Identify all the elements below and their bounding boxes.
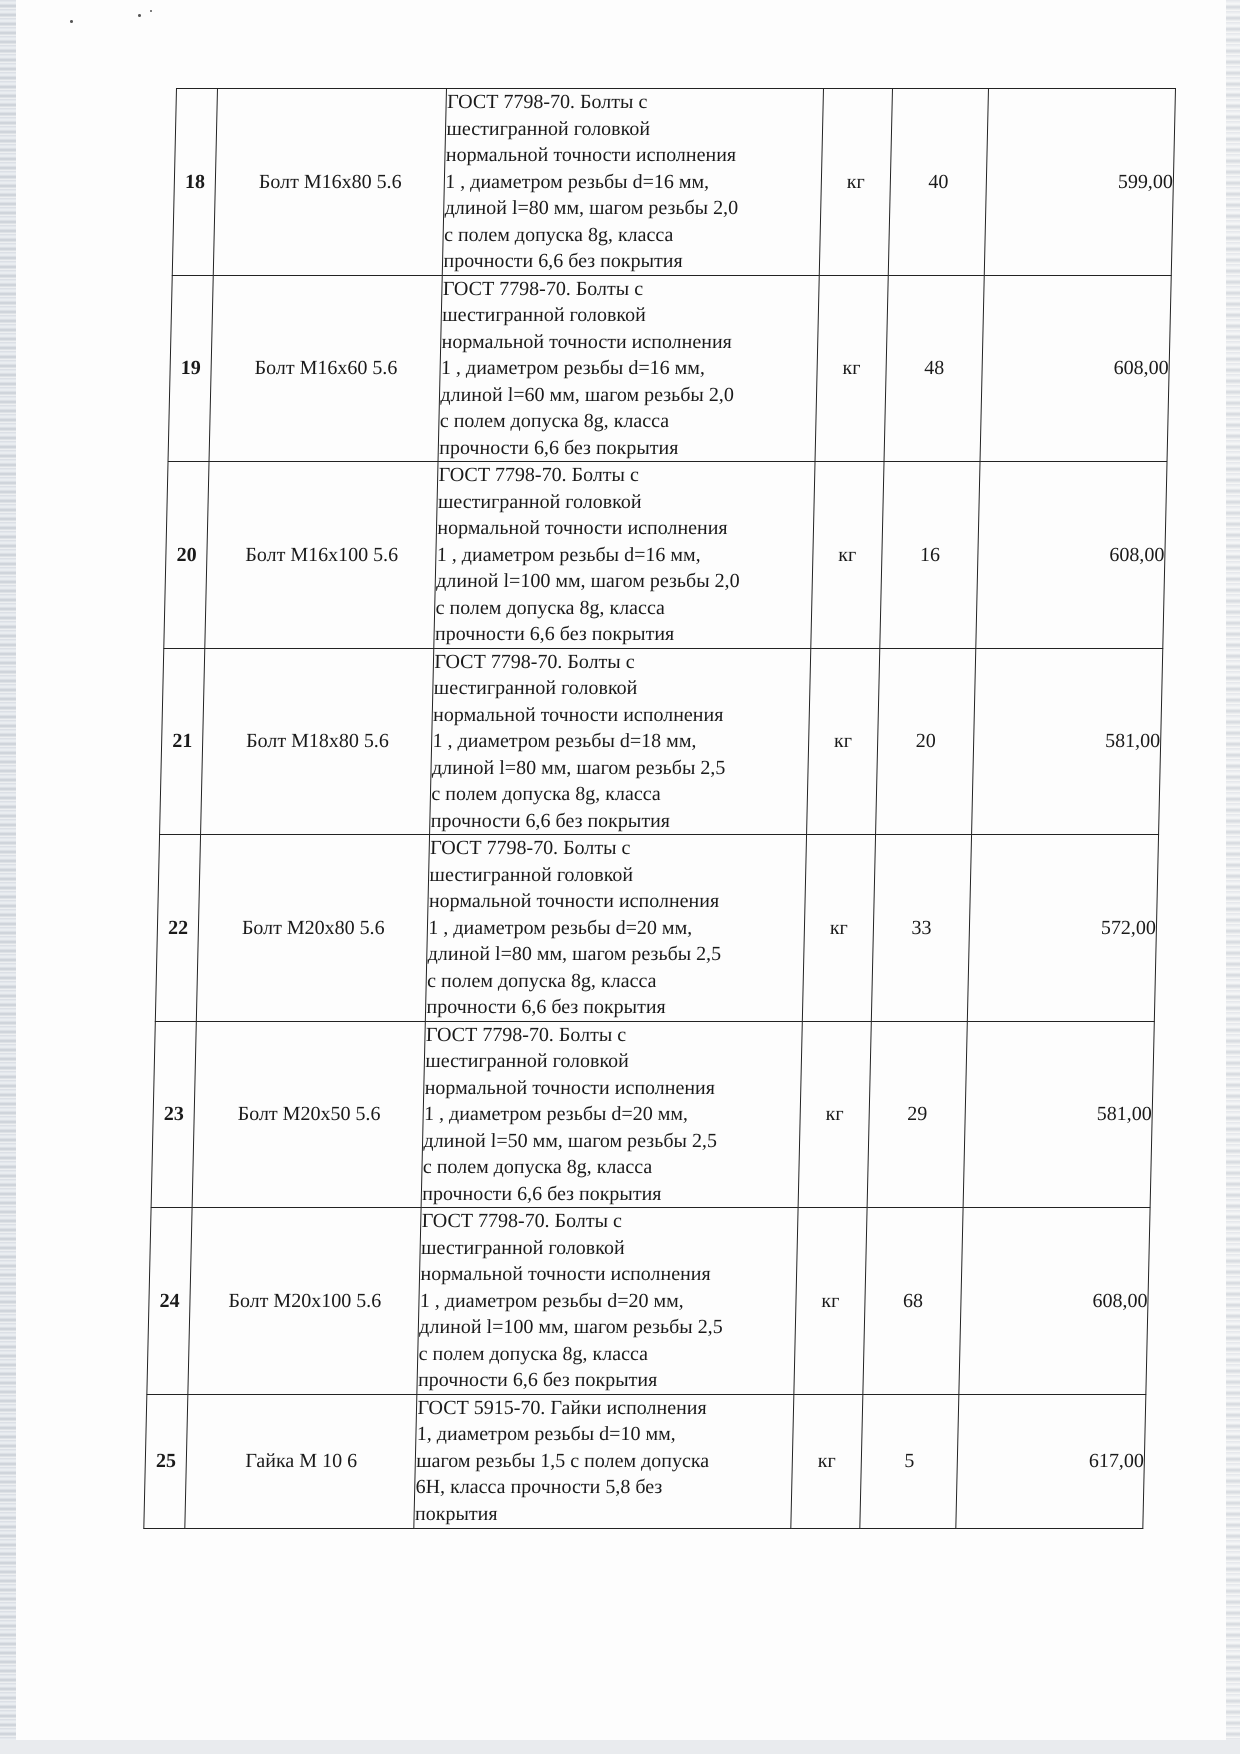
item-unit: кг xyxy=(798,1021,871,1208)
table-row xyxy=(147,1208,1150,1395)
item-quantity: 5 xyxy=(860,1394,960,1528)
table-row xyxy=(155,835,1158,1022)
row-number: 21 xyxy=(160,648,206,835)
item-quantity: 68 xyxy=(863,1208,964,1395)
item-description-text: ГОСТ 7798-70. Болты с шестигранной головкой нормальной точности исполнения 1 , диаметром резьбы d=20 мм, длиной l=100 мм, шагом резьбы 2,5 с полем допуска 8g, класса прочности 6,6 без покрытия xyxy=(417,1210,723,1391)
scan-edge-left xyxy=(0,0,16,1754)
scan-edge-right xyxy=(1226,0,1240,1754)
item-description xyxy=(414,1394,794,1528)
table-row xyxy=(160,648,1163,835)
scan-edge-bottom xyxy=(0,1740,1240,1754)
row-number: 20 xyxy=(164,462,210,649)
row-number: 23 xyxy=(151,1021,197,1208)
table-row xyxy=(172,89,1175,276)
scan-dust xyxy=(150,10,152,12)
item-quantity: 16 xyxy=(880,462,981,649)
item-price: 608,00 xyxy=(980,275,1171,462)
item-price: 608,00 xyxy=(959,1208,1150,1395)
item-unit: кг xyxy=(791,1394,863,1528)
item-description-text: ГОСТ 7798-70. Болты с шестигранной головкой нормальной точности исполнения 1 , диаметром резьбы d=20 мм, длиной l=80 мм, шагом резьбы 2,5 с полем допуска 8g, класса прочности 6,6 без покрытия xyxy=(426,837,722,1018)
item-description-text: ГОСТ 7798-70. Болты с шестигранной головкой нормальной точности исполнения 1 , диаметром резьбы d=16 мм, длиной l=80 мм, шагом резьбы 2,0 с полем допуска 8g, класса прочности 6,6 без покрытия xyxy=(443,91,739,272)
scan-dust xyxy=(70,20,73,23)
row-number: 24 xyxy=(147,1208,193,1395)
item-price: 581,00 xyxy=(963,1021,1154,1208)
item-unit: кг xyxy=(815,275,888,462)
item-description-text: ГОСТ 5915-70. Гайки исполнения 1, диаметром резьбы d=10 мм, шагом резьбы 1,5 с полем допуска 6Н, класса прочности 5,8 без покрытия xyxy=(414,1396,710,1525)
item-price: 572,00 xyxy=(968,835,1159,1022)
item-name: Болт М20х80 5.6 xyxy=(197,835,430,1022)
item-description xyxy=(434,462,815,649)
item-unit: кг xyxy=(819,89,892,276)
item-description-text: ГОСТ 7798-70. Болты с шестигранной головкой нормальной точности исполнения 1 , диаметром резьбы d=18 мм, длиной l=80 мм, шагом резьбы 2,5 с полем допуска 8g, класса прочности 6,6 без покрытия xyxy=(430,650,726,832)
item-price: 581,00 xyxy=(972,648,1163,835)
item-description xyxy=(426,835,807,1022)
item-unit: кг xyxy=(806,648,879,835)
item-quantity: 48 xyxy=(884,275,985,462)
row-number: 19 xyxy=(168,275,214,462)
item-price: 608,00 xyxy=(976,462,1167,649)
item-description xyxy=(417,1208,798,1395)
table-row xyxy=(144,1394,1146,1528)
row-number: 18 xyxy=(172,89,218,276)
item-description xyxy=(422,1021,803,1208)
item-name: Болт М16х60 5.6 xyxy=(209,275,442,462)
row-number: 25 xyxy=(144,1394,188,1528)
item-quantity: 20 xyxy=(875,648,976,835)
item-quantity: 33 xyxy=(871,835,972,1022)
item-name: Болт М18х80 5.6 xyxy=(201,648,434,835)
table-row xyxy=(151,1021,1154,1208)
item-name: Болт М20х50 5.6 xyxy=(192,1021,425,1208)
item-quantity: 40 xyxy=(888,89,989,276)
item-unit: кг xyxy=(811,462,884,649)
item-name: Болт М16х80 5.6 xyxy=(214,89,447,276)
item-description xyxy=(443,89,824,276)
item-description-text: ГОСТ 7798-70. Болты с шестигранной головкой нормальной точности исполнения 1 , диаметром резьбы d=16 мм, длиной l=60 мм, шагом резьбы 2,0 с полем допуска 8g, класса прочности 6,6 без покрытия xyxy=(439,277,735,459)
item-unit: кг xyxy=(802,835,875,1022)
table-row xyxy=(164,462,1167,649)
item-unit: кг xyxy=(794,1208,867,1395)
scan-dust xyxy=(138,14,141,17)
item-quantity: 29 xyxy=(867,1021,968,1208)
item-price: 617,00 xyxy=(956,1394,1146,1528)
row-number: 22 xyxy=(155,835,201,1022)
item-description-text: ГОСТ 7798-70. Болты с шестигранной головкой нормальной точности исполнения 1 , диаметром резьбы d=16 мм, длиной l=100 мм, шагом резьбы 2,0 с полем допуска 8g, класса прочности 6,6 без покрытия xyxy=(434,464,740,645)
item-description xyxy=(430,648,811,835)
table-row xyxy=(168,275,1171,462)
specification-table xyxy=(143,88,1176,1529)
item-name: Гайка М 10 6 xyxy=(185,1394,417,1528)
item-name: Болт М16х100 5.6 xyxy=(205,462,438,649)
item-description xyxy=(438,275,819,462)
item-description-text: ГОСТ 7798-70. Болты с шестигранной головкой нормальной точности исполнения 1 , диаметром резьбы d=20 мм, длиной l=50 мм, шагом резьбы 2,5 с полем допуска 8g, класса прочности 6,6 без покрытия xyxy=(422,1023,718,1205)
item-price: 599,00 xyxy=(985,89,1176,276)
item-name: Болт М20х100 5.6 xyxy=(188,1208,421,1395)
